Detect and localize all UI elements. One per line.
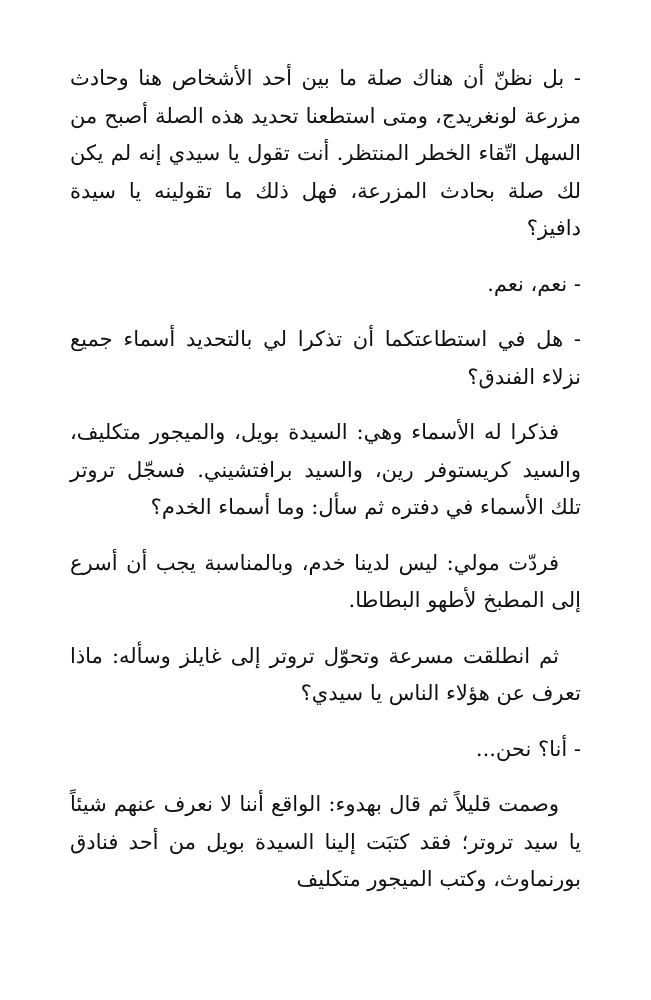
narrative-paragraph-4: فذكرا له الأسماء وهي: السيدة بويل، والميجور متكليف، والسيد كريستوفر رين، والسيد برافتشيني. فسجّل تروتر تلك الأسماء في دفتره ثم سأل: وما أسماء الخدم؟ — [70, 420, 581, 519]
dialog-paragraph-1: - بل نظنّ أن هناك صلة ما بين أحد الأشخاص هنا وحادث مزرعة لونغريدج، ومتى استطعنا تحديد هذه الصلة أصبح من السهل اتّقاء الخطر المنتظر. أنت تقول يا سيدي إنه لم يكن لك صلة بحادث المزرعة، فهل ذلك ما تقولينه يا سيدة دافيز؟ — [70, 66, 581, 240]
dialog-paragraph-3: - هل في استطاعتكما أن تذكرا لي بالتحديد أسماء جميع نزلاء الفندق؟ — [70, 327, 581, 389]
book-page — [70, 60, 581, 899]
narrative-paragraph-8: وصمت قليلاً ثم قال بهدوء: الواقع أننا لا نعرف عنهم شيئاً يا سيد تروتر؛ فقد كتبَت إلينا السيدة بويل من أحد فنادق بورنماوث، وكتب الميجور متكليف — [70, 792, 581, 891]
dialog-paragraph-2: - نعم، نعم. — [487, 271, 581, 296]
dialog-paragraph-7: - أنا؟ نحن... — [475, 736, 581, 761]
narrative-paragraph-6: ثم انطلقت مسرعة وتحوّل تروتر إلى غايلز وسأله: ماذا تعرف عن هؤلاء الناس يا سيدي؟ — [70, 643, 581, 705]
narrative-paragraph-5: فردّت مولي: ليس لدينا خدم، وبالمناسبة يجب أن أسرع إلى المطبخ لأطهو البطاطا. — [70, 550, 581, 612]
